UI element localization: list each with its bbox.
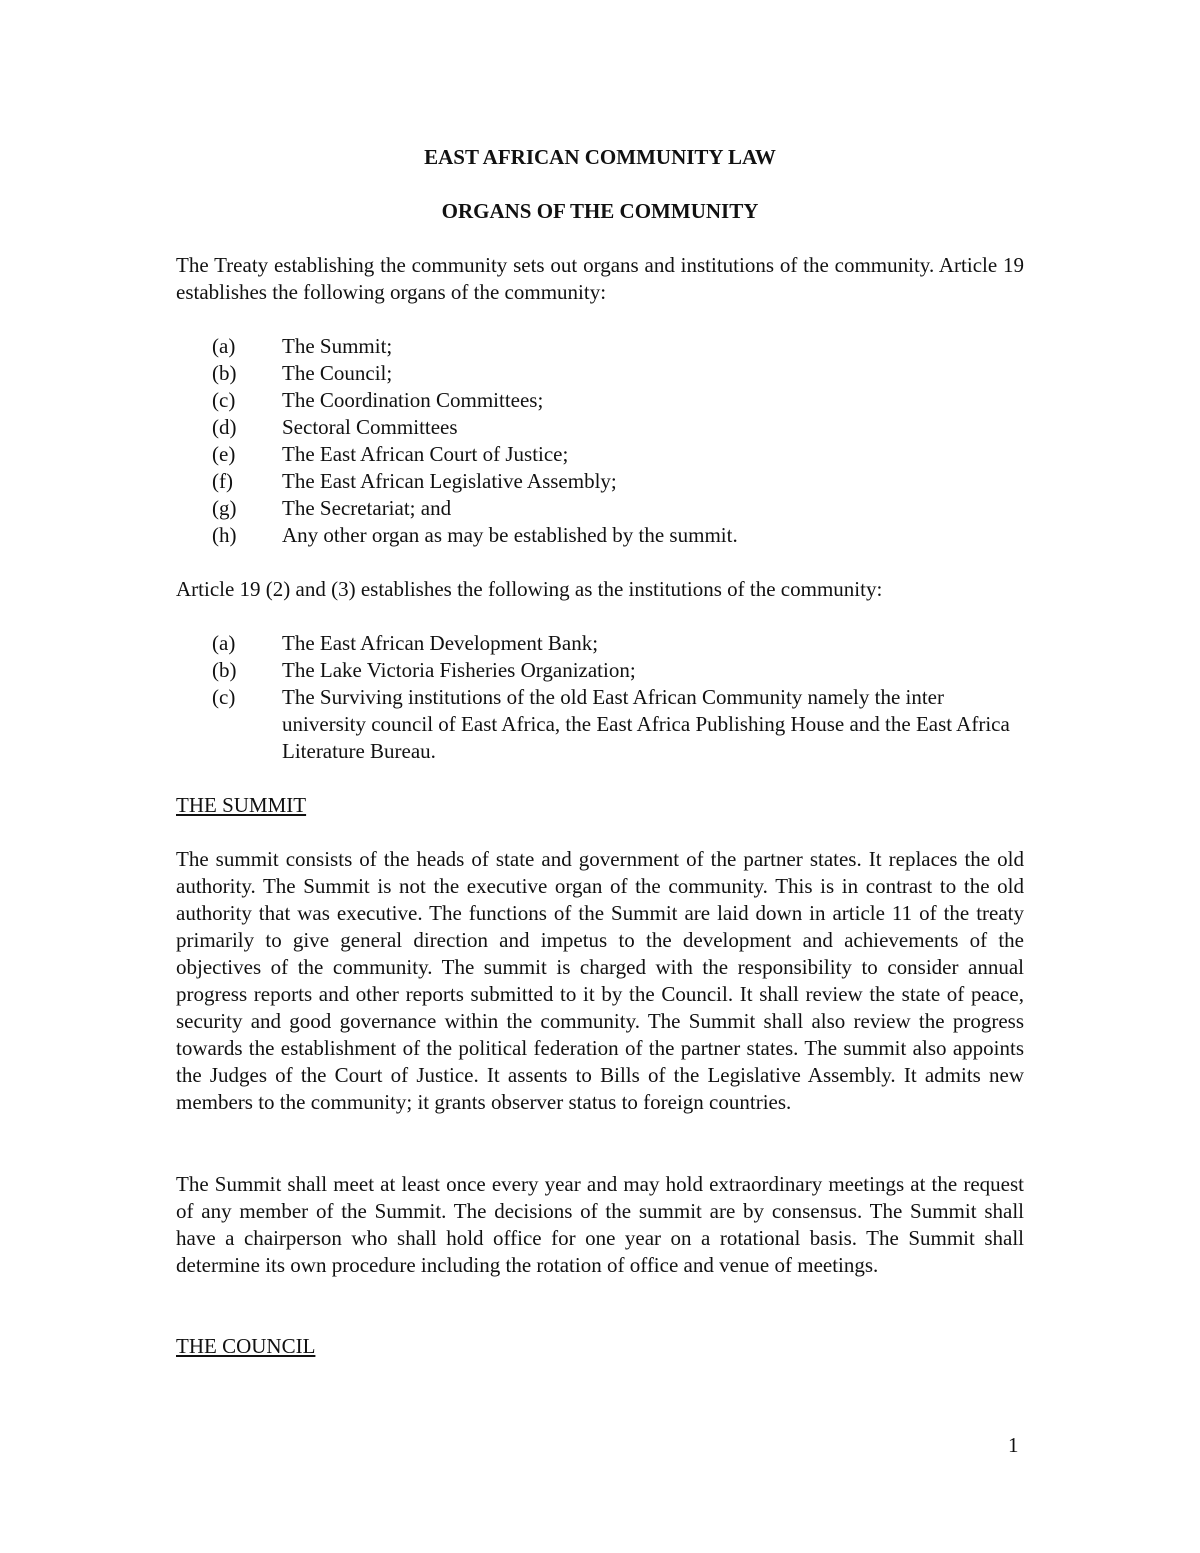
summit-paragraph-2: The Summit shall meet at least once every year and may hold extraordinary meetings at the request of any member of the Summit. The decisions of the summit are by consensus. The Summit shall have a chairperson who shall hold office for one year on a rotational basis. The Summit shall determine its own procedure including the rotation of office and venue of meetings. — [176, 1172, 1024, 1277]
list-item-text: The Secretariat; and — [282, 496, 452, 520]
organs-list — [176, 333, 1024, 549]
list-marker: (a) — [212, 334, 236, 358]
list-item — [176, 360, 1024, 387]
list-item — [176, 387, 1024, 414]
list-item — [176, 441, 1024, 468]
page-number: 1 — [1008, 1433, 1019, 1457]
list-item — [176, 684, 1024, 765]
list-marker: (c) — [212, 388, 236, 412]
list-item-text: The Coordination Committees; — [282, 388, 544, 412]
list-item — [176, 630, 1024, 657]
list-item — [176, 495, 1024, 522]
list-marker: (g) — [212, 496, 237, 520]
list-item-text: The East African Legislative Assembly; — [282, 469, 617, 493]
institutions-intro: Article 19 (2) and (3) establishes the following as the institutions of the community: — [176, 577, 883, 601]
list-item-text: Sectoral Committees — [282, 415, 458, 439]
list-item — [176, 414, 1024, 441]
document-title: EAST AFRICAN COMMUNITY LAW — [424, 145, 776, 169]
list-item-text: The East African Development Bank; — [282, 631, 599, 655]
list-item-text: The Council; — [282, 361, 393, 385]
list-marker: (f) — [212, 469, 233, 493]
institutions-list — [176, 630, 1024, 765]
list-marker: (e) — [212, 442, 236, 466]
list-marker: (h) — [212, 523, 237, 547]
list-item-text: The Summit; — [282, 334, 393, 358]
list-marker: (b) — [212, 361, 237, 385]
list-item-text: The Surviving institutions of the old East African Community namely the inter university council of East Africa, the East Africa Publishing House and the East Africa Literature Bureau. — [282, 685, 1010, 763]
summit-heading: THE SUMMIT — [176, 793, 307, 817]
summit-paragraph-1: The summit consists of the heads of state and government of the partner states. It replaces the old authority. The Summit is not the executive organ of the community. This is in contrast to the old authority that was executive. The functions of the Summit are laid down in article 11 of the treaty primarily to give general direction and impetus to the development and achievements of the objectives of the community. The summit is charged with the responsibility to consider annual progress reports and other reports submitted to it by the Council. It shall review the state of peace, security and good governance within the community. The Summit shall also review the progress towards the establishment of the political federation of the partner states. The summit also appoints the Judges of the Court of Justice. It assents to Bills of the Legislative Assembly. It admits new members to the community; it grants observer status to foreign countries. — [176, 847, 1024, 1114]
list-item-text: Any other organ as may be established by the summit. — [282, 523, 738, 547]
council-heading: THE COUNCIL — [176, 1334, 316, 1358]
list-marker: (d) — [212, 415, 237, 439]
list-marker: (b) — [212, 658, 237, 682]
list-item — [176, 522, 1024, 549]
list-marker: (a) — [212, 631, 236, 655]
list-item-text: The East African Court of Justice; — [282, 442, 569, 466]
list-item-text: The Lake Victoria Fisheries Organization; — [282, 658, 636, 682]
list-item — [176, 657, 1024, 684]
document-subtitle: ORGANS OF THE COMMUNITY — [441, 199, 759, 223]
list-marker: (c) — [212, 685, 236, 709]
intro-paragraph: The Treaty establishing the community sets out organs and institutions of the community. Article 19 establishes the following organs of the community: — [176, 253, 1024, 304]
list-item — [176, 468, 1024, 495]
list-item — [176, 333, 1024, 360]
